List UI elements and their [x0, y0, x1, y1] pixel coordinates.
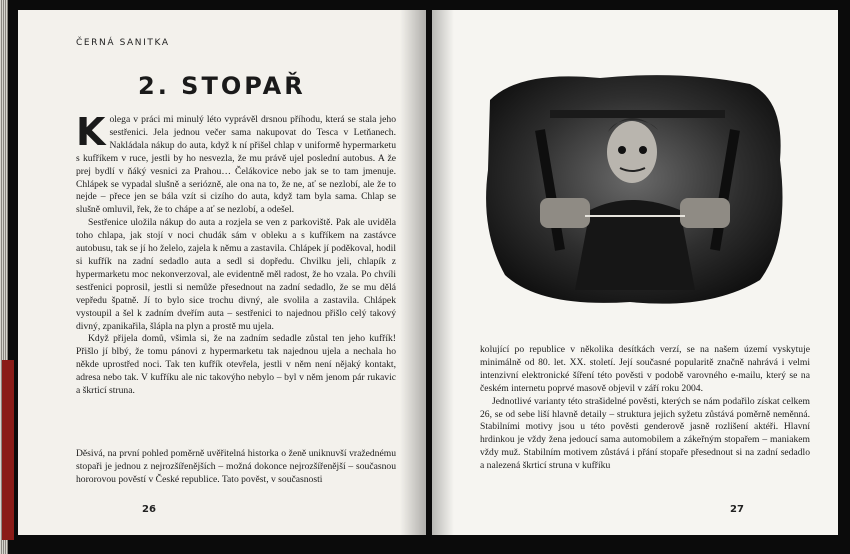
hitchhiker-illustration [480, 70, 790, 310]
gutter-shadow [432, 10, 454, 535]
left-page [18, 10, 426, 535]
paragraph: Když přijela domů, všimla si, že na zadním sedadle zůstal ten jeho kufřík! Přišlo jí blbý, že tomu pánovi z hypermarketu tak najednou ujela a nechala ho někde uprostřed noci. Tak ten kufřík otevřela, jestli v něm není nějaký kontakt, adresa nebo tak. V kufříku ale nic takovýho nebylo – byl v něm jenom pár rukavic a škrticí struna. [76, 333, 396, 397]
chapter-title: 2. STOPAŘ [138, 72, 306, 100]
commentary-text [480, 344, 810, 473]
story-text [76, 110, 396, 398]
book-cover-edge [2, 360, 14, 540]
paragraph: kolující po republice v několika desítkách verzí, se na našem území vyskytuje minimálně od 80. let. XX. století. Její současné popularitě značně nahrává i velmi intenzivní elektronické šíření této pověsti v podobě varovného e-mailu, který se na českém internetu poprvé masově objevil v září roku 2004. [480, 344, 810, 394]
paragraph: Sestřenice uložila nákup do auta a rozjela se ven z parkoviště. Pak ale uviděla toho chlapa, jak stojí v noci chudák sám v obleku a s kufříkem na zastávce autobusu, tak se jí ho želelo, zajela k němu a zastavila. Chlápek jí poděkoval, hodil si kufřík na zadní sedadlo auta a sedl si dopředu. Chvilku jeli, chlapík z hypermarketu moc nekonverzoval, ale evidentně měl radost, že ho vzala. Po chvíli sestřenici poprosil, jestli si nemůže přesednout na zadní sedadlo, že se mu dělá vepředu špatně. Jí to bylo sice trochu divný, ale svolila a zastavila. Chlápek vystoupil a šel k zadním dveřím auta – sestřenici to najednou přišlo celý takový divný, zpanikařila, šlápla na plyn a prostě mu ujela. [76, 217, 396, 332]
right-page [432, 10, 838, 535]
drop-cap: K [76, 110, 106, 154]
paragraph: Kolega v práci mi minulý léto vyprávěl drsnou příhodu, která se stala jeho sestřenici. Jela jednou večer sama nakupovat do Tesca v Letňanech. Nakládala nákup do auta, když k ní přišel chlap v uniformě hypermarketu s kufříkem v ruce, jestli by ho nesvezla, že mu právě ujel poslední autobus. A že prej bydlí v ňáký vesnici za Prahou… Čelákovice nebo jak se to tam jmenuje. Chlápek se vypadal slušně a seriózně, ale ona na to, že ne, ať se nezlobí, ale že to nejde – přece jen se bála vzít si cizího do auta, když tam byla sama. Chlap se slušně omluvil, řek, že to chápe a ať se nezlobí, a odešel. [76, 110, 396, 216]
gutter-shadow [400, 10, 426, 535]
commentary-text [76, 448, 396, 487]
page-number: 27 [730, 504, 744, 515]
paragraph: Jednotlivé varianty této strašidelné pověsti, kterých se nám podařilo získat celkem 26, se od sebe liší hlavně detaily – struktura jejich syžetu zůstává poměrně neměnná. Stabilními motivy jsou u této pověsti genderově jasně rozlišení aktéři. Hlavní hrdinkou je vždy žena jedoucí sama automobilem a zákeřným stopařem – maniakem vždy muž. Stabilním motivem zůstává i přání stopaře přesednout si na zadní sedadlo a nalezená škrticí struna v kufříku [480, 395, 810, 472]
paragraph: Děsivá, na první pohled poměrně uvěřitelná historka o ženě uniknuvší vražednému stopaři je jednou z nejrozšířenějších – možná dokonce nejrozšířenější – současnou hororovou pověstí v České republice. Tato pověst, v současnosti [76, 448, 396, 485]
page-number: 26 [142, 504, 156, 515]
running-head: ČERNÁ SANITKA [76, 38, 170, 48]
